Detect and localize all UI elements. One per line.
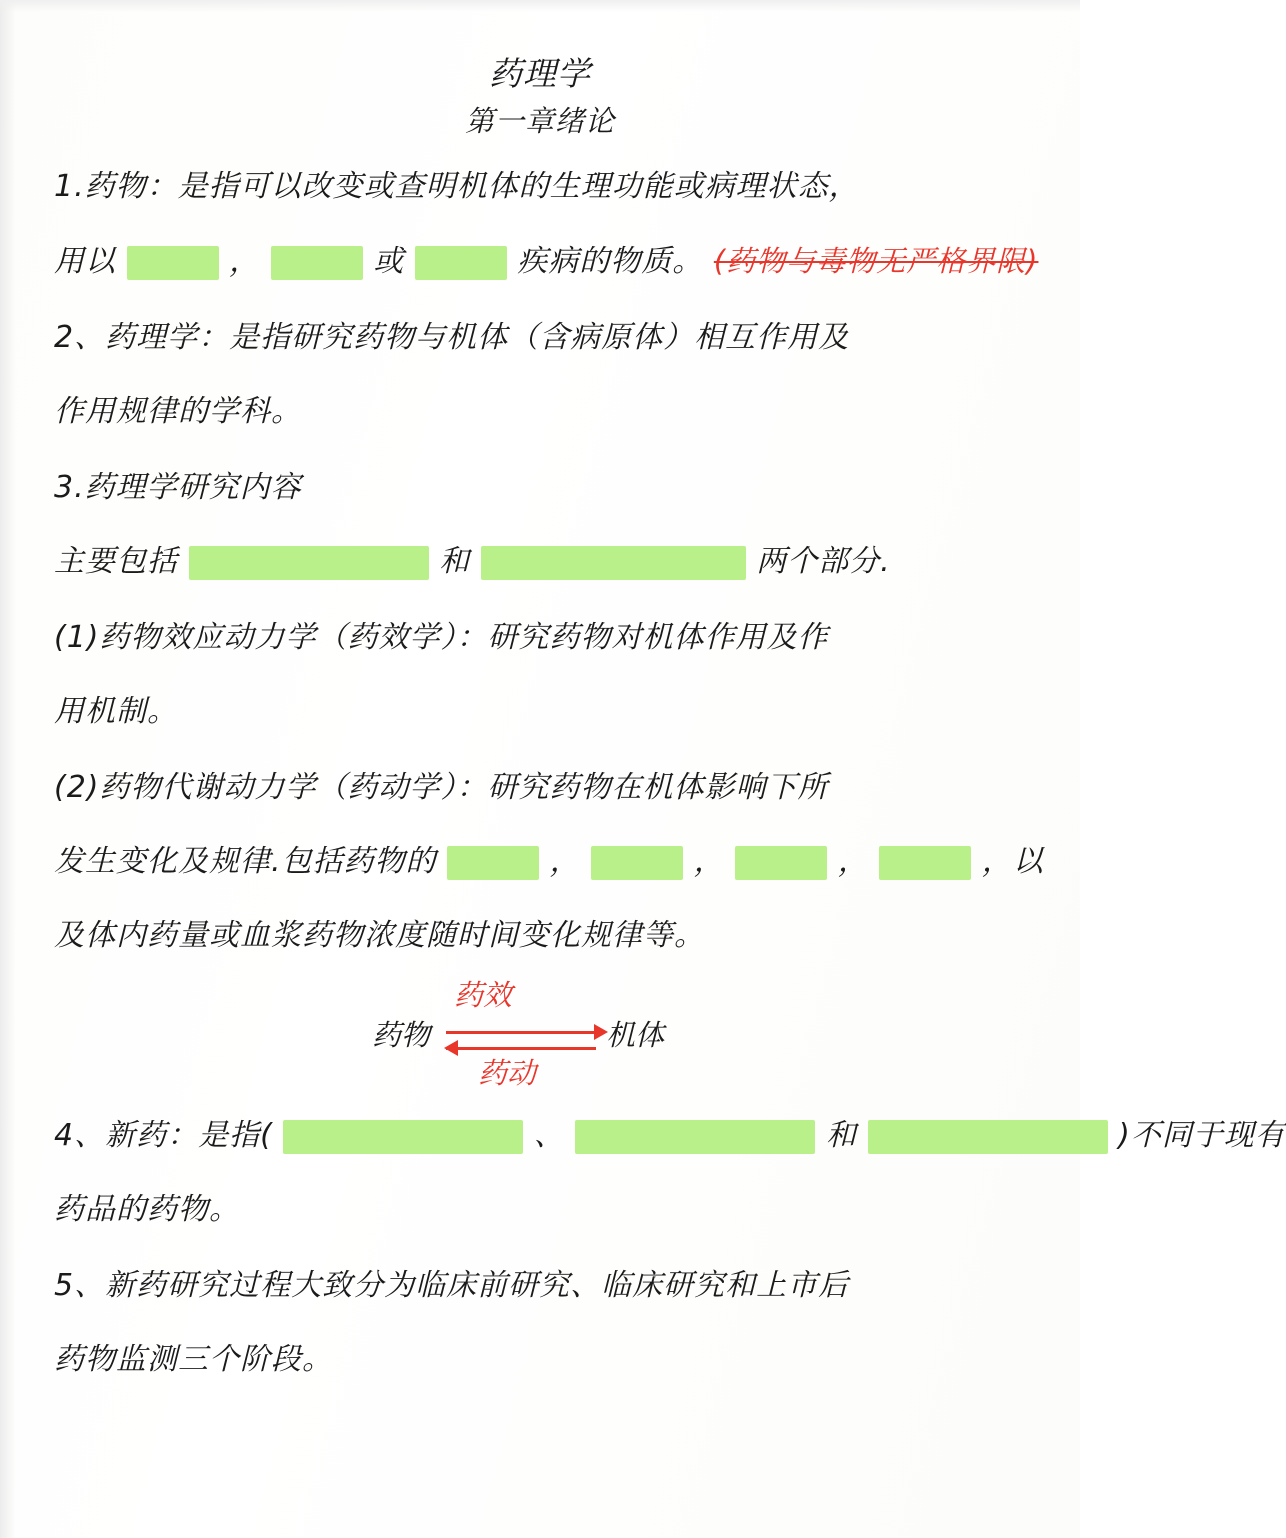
red-annotation [714, 244, 1039, 278]
note-text: (1)药物效应动力学（药效学）：研究药物对机体作用及作 [54, 620, 829, 655]
highlight-blank [415, 246, 507, 280]
note-line [54, 375, 1026, 449]
note-text: 1.药物：是指可以改变或查明机体的生理功能或病理状态， [54, 169, 860, 204]
note-text: ， [229, 244, 261, 279]
note-line [54, 1173, 1026, 1247]
note-line [54, 451, 1026, 525]
note-line [54, 675, 1026, 749]
note-text: ， [693, 844, 725, 879]
highlight-blank [735, 846, 827, 880]
highlight-blank [271, 246, 363, 280]
note-text: 疾病的物质。 [517, 244, 704, 279]
highlight-blank [481, 546, 746, 580]
note-text: 5、新药研究过程大致分为临床前研究、临床研究和上市后 [54, 1268, 850, 1303]
highlight-blank [447, 846, 539, 880]
diagram-label-drug: 药物 [372, 1018, 431, 1052]
note-text: ， [549, 844, 581, 879]
chapter-subtitle: 第一章绪论 [464, 104, 615, 138]
paper-edge-shading-left [0, 0, 16, 1538]
note-line [54, 751, 1026, 825]
note-text: 用以 [54, 244, 116, 279]
note-item-3 [54, 451, 1026, 599]
highlight-blank [868, 1120, 1108, 1154]
arrow-left-line [446, 1047, 596, 1050]
note-line [54, 899, 1026, 973]
highlight-blank [283, 1120, 523, 1154]
note-line [54, 301, 1026, 375]
note-text: 主要包括 [54, 544, 178, 579]
arrow-right-head-icon [594, 1024, 608, 1040]
note-text: 药品的药物。 [54, 1192, 240, 1227]
highlight-blank [575, 1120, 815, 1154]
note-item-5 [54, 1249, 1026, 1397]
diagram-label-body: 机体 [606, 1018, 665, 1052]
highlight-blank [591, 846, 683, 880]
note-text: 两个部分. [756, 544, 891, 579]
arrow-right-line [446, 1031, 596, 1034]
note-item-3-1 [54, 601, 1026, 749]
diagram-arrows [446, 1021, 606, 1061]
note-line [54, 224, 1039, 299]
note-text: (2)药物代谢动力学（药动学）：研究药物在机体影响下所 [54, 770, 829, 805]
diagram-label-pharmacodynamics: 药效 [454, 978, 513, 1012]
note-item-3-2 [54, 751, 1044, 973]
note-line [54, 525, 1026, 599]
page-title: 药理学 [489, 54, 591, 93]
arrow-left-head-icon [444, 1040, 458, 1056]
note-text: 和 [439, 544, 471, 579]
note-item-2 [54, 301, 1026, 449]
highlight-blank [127, 246, 219, 280]
note-text: 、 [533, 1118, 565, 1153]
highlight-blank [189, 546, 429, 580]
note-line [54, 1099, 1286, 1173]
note-text: 2、药理学：是指研究药物与机体（含病原体）相互作用及 [54, 320, 850, 355]
note-text: 及体内药量或血浆药物浓度随时间变化规律等。 [54, 918, 705, 953]
note-item-1 [54, 150, 1039, 299]
note-text: 用机制。 [54, 694, 178, 729]
note-text: 3.药理学研究内容 [54, 470, 302, 505]
note-text: 发生变化及规律.包括药物的 [54, 844, 437, 879]
note-line [54, 825, 1044, 899]
highlight-blank [879, 846, 971, 880]
red-annotation-struck-text: (药物与毒物无严格界限) [713, 244, 1039, 278]
note-item-4 [54, 1099, 1286, 1247]
note-line [54, 601, 1026, 675]
note-text: )不同于现有 [1118, 1118, 1286, 1153]
note-line [54, 1323, 1026, 1397]
note-line [54, 150, 1026, 224]
note-text: 作用规律的学科。 [54, 394, 302, 429]
note-text: 或 [373, 244, 405, 279]
note-text: 和 [825, 1118, 857, 1153]
note-text: ，以 [981, 844, 1044, 879]
paper-edge-shading-top [0, 0, 1080, 12]
diagram-label-pharmacokinetics: 药动 [478, 1056, 537, 1090]
drug-body-interaction-diagram [54, 977, 1026, 1097]
note-text: 药物监测三个阶段。 [54, 1342, 333, 1377]
note-text: ， [837, 844, 869, 879]
note-line [54, 1249, 1026, 1323]
note-text: 4、新药：是指( [54, 1118, 273, 1153]
